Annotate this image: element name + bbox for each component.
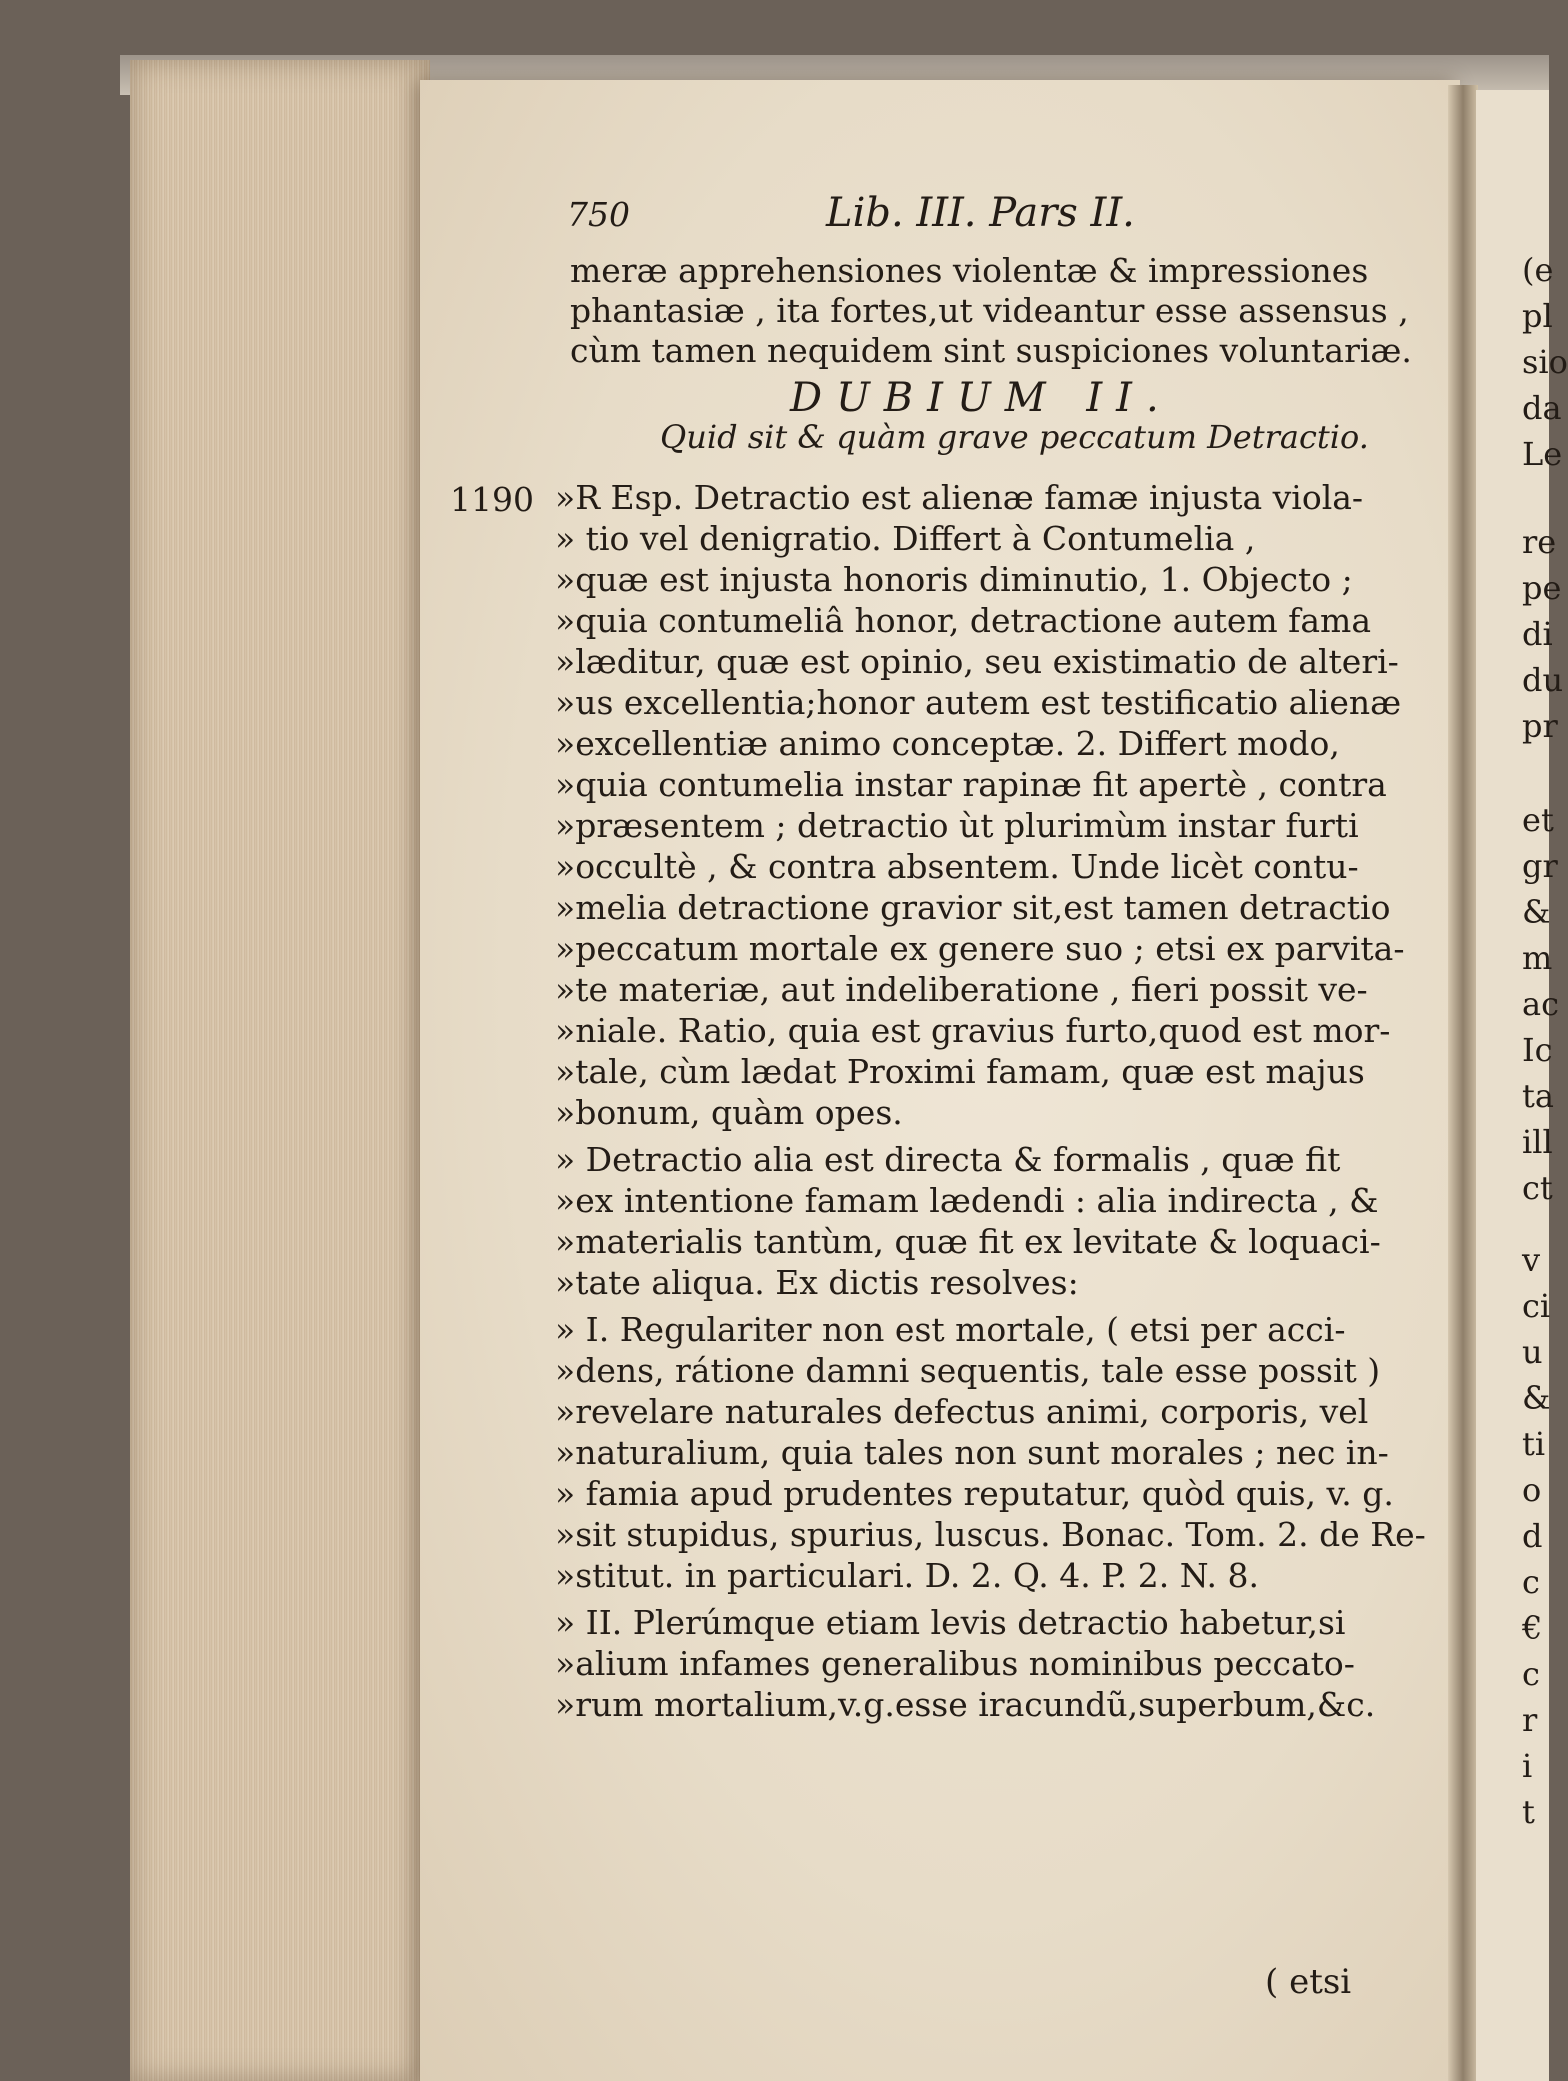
running-title: Lib. III. Pars II. (826, 190, 1135, 236)
body-line: »læditur, quæ est opinio, seu existimatio de alteri- (555, 642, 1399, 681)
body-line: »revelare naturales defectus animi, corporis, vel (555, 1392, 1369, 1431)
body-line: »dens, rátione damni sequentis, tale esse possit ) (555, 1351, 1381, 1390)
right-page-fragment: pe (1522, 569, 1562, 607)
body-line: »bonum, quàm opes. (555, 1093, 903, 1132)
body-line: »sit stupidus, spurius, luscus. Bonac. Tom. 2. de Re- (555, 1515, 1426, 1554)
right-page-fragment: & (1522, 893, 1551, 931)
right-page-fragment: c (1522, 1655, 1540, 1693)
body-line: cùm tamen nequidem sint suspiciones voluntariæ. (570, 331, 1412, 370)
right-page-fragment: re (1522, 523, 1557, 561)
right-page-fragment: gr (1522, 847, 1558, 885)
body-line: »alium infames generalibus nominibus peccato- (555, 1644, 1355, 1683)
right-page-fragment: i (1522, 1747, 1533, 1785)
body-line: »rum mortalium,v.g.esse iracundũ,superbum,&c. (555, 1685, 1376, 1724)
body-line: »peccatum mortale ex genere suo ; etsi ex parvita- (555, 929, 1405, 968)
body-line: » tio vel denigratio. Differt à Contumelia , (555, 519, 1256, 558)
right-page-fragment: di (1522, 615, 1553, 653)
right-page-fragment: ac (1522, 985, 1559, 1023)
page-number: 750 (567, 195, 630, 234)
right-page-fragment: u (1522, 1333, 1543, 1371)
body-line: »us excellentia;honor autem est testificatio alienæ (555, 683, 1402, 722)
right-page-fragment: & (1522, 1379, 1551, 1417)
body-line: »præsentem ; detractio ùt plurimùm instar furti (555, 806, 1359, 845)
body-line: » famia apud prudentes reputatur, quòd quis, v. g. (555, 1474, 1394, 1513)
right-page-fragment: ci (1522, 1287, 1551, 1325)
right-page-fragment: v (1522, 1241, 1541, 1279)
right-page-fragment: pr (1522, 707, 1558, 745)
right-page-fragment: Ic (1522, 1031, 1553, 1069)
right-page-fragment: (e (1522, 251, 1554, 289)
body-line: »R Esp. Detractio est alienæ famæ injusta viola- (555, 478, 1364, 517)
right-page-fragment: ta (1522, 1077, 1554, 1115)
body-line: »quæ est injusta honoris diminutio, 1. Objecto ; (555, 560, 1353, 599)
body-line: »quia contumeliâ honor, detractione autem fama (555, 601, 1372, 640)
body-line: »occultè , & contra absentem. Unde licèt contu- (555, 847, 1359, 886)
right-page-fragment: m (1522, 939, 1553, 977)
body-line: » II. Plerúmque etiam levis detractio habetur,si (555, 1603, 1346, 1642)
right-page-fragment: Le (1522, 435, 1563, 473)
body-line: »niale. Ratio, quia est gravius furto,quod est mor- (555, 1011, 1391, 1050)
body-line: »materialis tantùm, quæ fit ex levitate & loquaci- (555, 1222, 1381, 1261)
right-page-fragment: da (1522, 389, 1562, 427)
dubium-heading: DUBIUM II. (790, 375, 1173, 421)
body-line: meræ apprehensiones violentæ & impressiones (570, 251, 1369, 290)
right-page-fragment: r (1522, 1701, 1538, 1739)
right-page-fragment: c (1522, 1563, 1540, 1601)
body-line: »te materiæ, aut indeliberatione , fieri possit ve- (555, 970, 1368, 1009)
right-page-fragment: sio (1522, 343, 1568, 381)
catchword: ( etsi (1265, 1962, 1352, 2002)
right-page-fragment: d (1522, 1517, 1543, 1555)
right-page-fragment: et (1522, 801, 1554, 839)
body-line: »tale, cùm lædat Proximi famam, quæ est majus (555, 1052, 1365, 1091)
right-page-fragment: ti (1522, 1425, 1546, 1463)
body-line: »excellentiæ animo conceptæ. 2. Differt modo, (555, 724, 1340, 763)
body-line: phantasiæ , ita fortes,ut videantur esse assensus , (570, 291, 1409, 330)
right-page-fragment: pl (1522, 297, 1553, 335)
body-line: »ex intentione famam lædendi : alia indirecta , & (555, 1181, 1379, 1220)
right-page-fragment: du (1522, 661, 1564, 699)
right-page-fragment: o (1522, 1471, 1542, 1509)
body-line: »naturalium, quia tales non sunt morales ; nec in- (555, 1433, 1389, 1472)
question-heading: Quid sit & quàm grave peccatum Detractio. (660, 418, 1369, 456)
right-page-fragment: € (1522, 1609, 1543, 1647)
body-line: »melia detractione gravior sit,est tamen detractio (555, 888, 1391, 927)
right-page-fragment: ct (1522, 1169, 1553, 1207)
body-line: »quia contumelia instar rapinæ fit apertè , contra (555, 765, 1387, 804)
body-line: »stitut. in particulari. D. 2. Q. 4. P. 2. N. 8. (555, 1556, 1259, 1595)
body-line: » I. Regulariter non est mortale, ( etsi per acci- (555, 1310, 1346, 1349)
body-line: »tate aliqua. Ex dictis resolves: (555, 1263, 1079, 1302)
right-page-fragment: t (1522, 1793, 1535, 1831)
margin-number: 1190 (450, 480, 534, 519)
body-line: » Detractio alia est directa & formalis , quæ fit (555, 1140, 1341, 1179)
right-page-fragment: ill (1522, 1123, 1553, 1161)
